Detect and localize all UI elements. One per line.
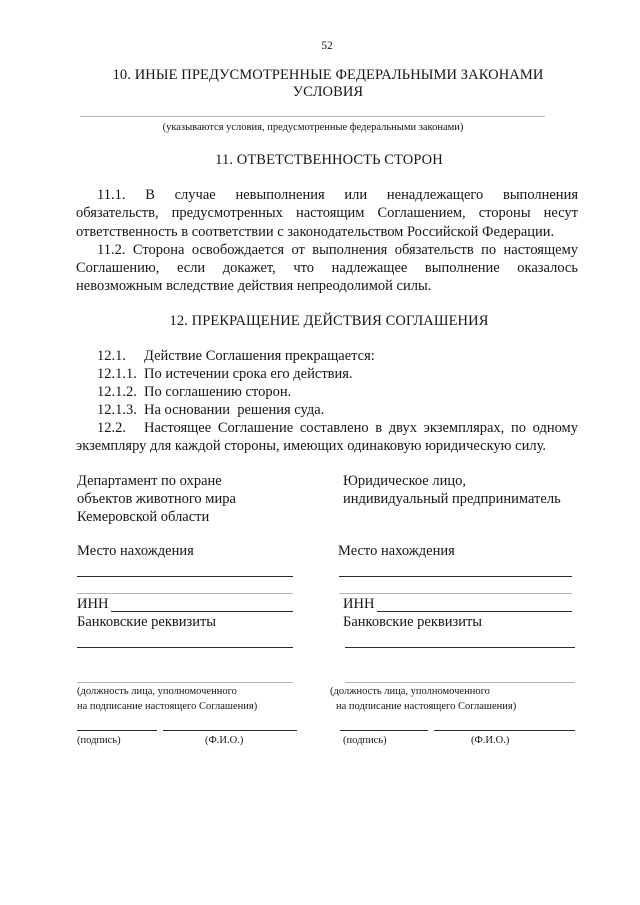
left-location-label: Место нахождения [77,543,194,559]
right-fio-label: (Ф.И.О.) [471,735,510,746]
section-12-body [76,347,578,456]
right-inn-label: ИНН [343,596,375,612]
clause-number: 12.1.1. [97,366,137,383]
section-11-title: 11. ОТВЕТСТВЕННОСТЬ СТОРОН [215,152,443,168]
right-bank-line [345,647,575,648]
left-signature-line [77,730,157,731]
clause-12-2-line: экземпляру для каждой стороны, имеющих одинаковую юридическую силу. [76,438,546,455]
left-inn-label: ИНН [77,596,109,612]
right-signature-label: (подпись) [343,735,387,746]
right-bank-label: Банковские реквизиты [343,614,483,630]
clause-text: По соглашению сторон. [144,384,292,401]
left-bank-line [77,647,293,648]
clause-number: 12.1.3. [97,402,137,419]
clause-text: На основании решения суда. [144,402,325,419]
clause-number: 12.2. [97,420,126,437]
right-signature-line [340,730,428,731]
section-10-title-line-2: УСЛОВИЯ [292,84,364,100]
right-position-caption: (должность лица, уполномоченного [330,686,490,697]
clause-text: Настоящее Соглашение составлено в двух экземплярах, по одному [144,420,578,437]
section-10-fill-line [80,116,545,117]
clause-item [76,347,578,365]
section-10-title-line-1: 10. ИНЫЕ ПРЕДУСМОТРЕННЫЕ ФЕДЕРАЛЬНЫМИ ЗАКОНАМИ [112,67,544,83]
clause-text: По истечении срока его действия. [144,366,353,383]
clause-text: Действие Соглашения прекращается: [144,348,375,364]
section-10-caption: (указываются условия, предусмотренные федеральными законами) [162,122,464,133]
left-bank-label: Банковские реквизиты [77,614,217,630]
left-position-caption: на подписание настоящего Соглашения) [77,701,258,712]
right-fio-line [434,730,575,731]
left-party-name-line: Департамент по охране [77,473,222,489]
left-position-caption: (должность лица, уполномоченного [77,686,237,697]
right-party-name-line: индивидуальный предприниматель [343,491,561,507]
right-bank-line [345,682,575,683]
clause-item [76,383,578,401]
right-party-name-line: Юридическое лицо, [343,473,467,489]
clause-number: 12.1.2. [97,384,137,401]
clause-11-2-line: Соглашению, если докажет, что надлежащее выполнение оказалось [76,260,578,277]
left-bank-line [77,682,293,683]
clause-12-2-line [76,419,578,437]
right-location-line [339,576,572,577]
section-12-title: 12. ПРЕКРАЩЕНИЕ ДЕЙСТВИЯ СОГЛАШЕНИЯ [169,313,489,329]
right-location-label: Место нахождения [338,543,455,559]
page-number: 52 [321,40,333,52]
clause-11-2-line: 11.2. Сторона освобождается от выполнения обязательств по настоящему [97,241,578,258]
left-party-name-line: Кемеровской области [77,509,210,525]
clause-number: 12.1. [97,348,126,364]
left-inn-line [111,611,293,612]
clause-11-1-line: обязательств, предусмотренных настоящим Соглашением, стороны несут [76,205,578,222]
section-11-body [76,186,578,296]
left-fio-label: (Ф.И.О.) [205,735,244,746]
clause-11-2-line: невозможным вследствие действия непреодолимой силы. [76,278,432,295]
left-location-line [77,576,293,577]
clause-11-1-line: ответственность в соответствии с законодательством Российской Федерации. [76,223,555,240]
left-fio-line [163,730,297,731]
left-signature-label: (подпись) [77,735,121,746]
left-party-name-line: объектов животного мира [77,491,236,507]
left-location-line [77,593,293,594]
clause-item [76,365,578,383]
clause-11-1-line: 11.1. В случае невыполнения или ненадлежащего выполнения [97,187,578,203]
right-position-caption: на подписание настоящего Соглашения) [336,701,517,712]
right-location-line [339,593,572,594]
clause-item [76,401,578,419]
right-inn-line [377,611,572,612]
